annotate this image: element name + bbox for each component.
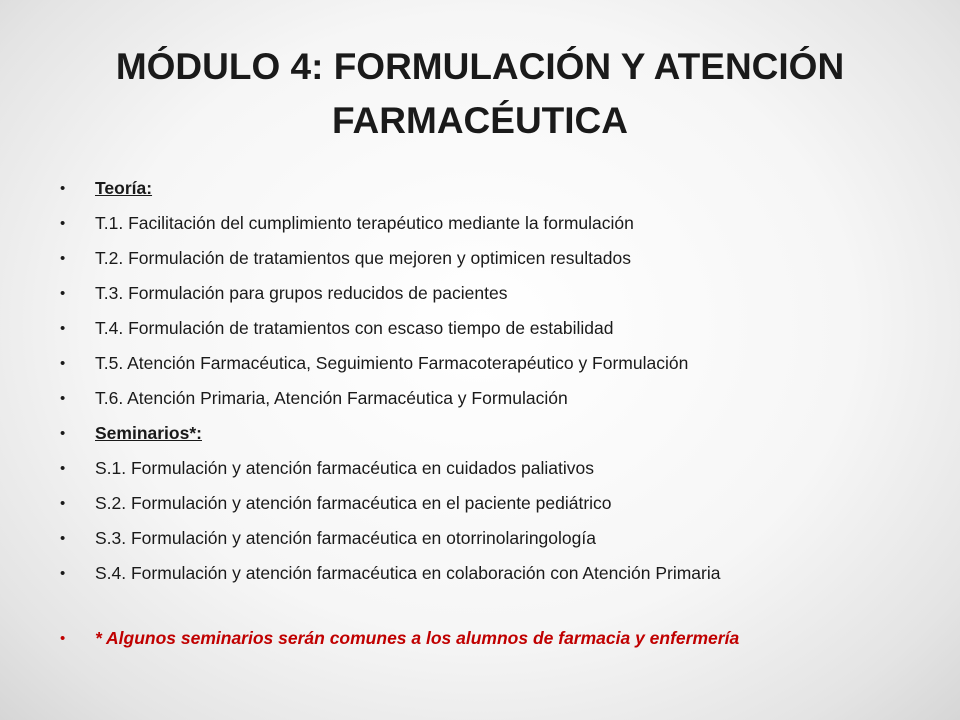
- slide-title-line-1: MÓDULO 4: FORMULACIÓN Y ATENCIÓN: [115, 46, 845, 87]
- bullet-s3: [60, 521, 596, 556]
- bullet-dot-icon: [60, 180, 95, 197]
- bullet-s2: [60, 486, 612, 521]
- bullet-dot-icon: [60, 320, 95, 337]
- bullet-footnote: [60, 621, 739, 656]
- bullet-dot-icon: [60, 390, 95, 407]
- bullet-text: T.4. Formulación de tratamientos con escaso tiempo de estabilidad: [95, 318, 614, 338]
- bullet-t3: [60, 276, 507, 311]
- bullet-text: T.2. Formulación de tratamientos que mejoren y optimicen resultados: [95, 248, 631, 268]
- bullet-text: T.6. Atención Primaria, Atención Farmacéutica y Formulación: [95, 388, 568, 408]
- bullet-dot-icon: [60, 285, 95, 302]
- bullet-text: T.3. Formulación para grupos reducidos de pacientes: [95, 283, 508, 303]
- bullet-t5: [60, 346, 688, 381]
- slide-title-line-2: FARMACÉUTICA: [332, 100, 628, 141]
- bullet-s4: [60, 556, 720, 591]
- bullet-text: T.1. Facilitación del cumplimiento terapéutico mediante la formulación: [95, 213, 634, 233]
- bullet-t2: [60, 241, 631, 276]
- bullet-dot-icon: [60, 630, 95, 647]
- bullet-dot-icon: [60, 215, 95, 232]
- bullet-text: Teoría:: [95, 178, 153, 198]
- bullet-dot-icon: [60, 250, 95, 267]
- bullet-seminarios-heading: [60, 416, 202, 451]
- footnote-text: * Algunos seminarios serán comunes a los alumnos de farmacia y enfermería: [95, 628, 740, 648]
- bullet-dot-icon: [60, 355, 95, 372]
- bullet-text: S.2. Formulación y atención farmacéutica en el paciente pediátrico: [95, 493, 612, 513]
- bullet-s1: [60, 451, 594, 486]
- bullet-teoria-heading: [60, 171, 152, 206]
- bullet-text: S.1. Formulación y atención farmacéutica en cuidados paliativos: [95, 458, 595, 478]
- bullet-dot-icon: [60, 530, 95, 547]
- bullet-text: S.4. Formulación y atención farmacéutica en colaboración con Atención Primaria: [95, 563, 721, 583]
- bullet-dot-icon: [60, 460, 95, 477]
- bullet-dot-icon: [60, 495, 95, 512]
- bullet-text: Seminarios*:: [95, 423, 202, 443]
- bullet-text: T.5. Atención Farmacéutica, Seguimiento Farmacoterapéutico y Formulación: [95, 353, 689, 373]
- bullet-text: S.3. Formulación y atención farmacéutica en otorrinolaringología: [95, 528, 596, 548]
- bullet-t4: [60, 311, 613, 346]
- bullet-dot-icon: [60, 565, 95, 582]
- bullet-t6: [60, 381, 568, 416]
- slide-title: [40, 40, 920, 148]
- bullet-dot-icon: [60, 425, 95, 442]
- bullet-t1: [60, 206, 634, 241]
